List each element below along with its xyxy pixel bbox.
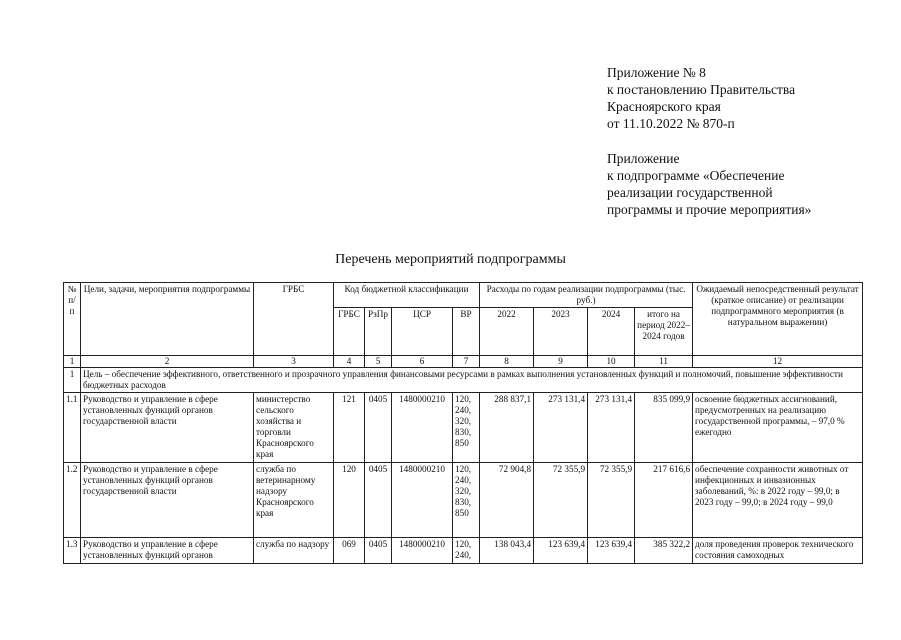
header-line: Приложение № 8 xyxy=(607,65,706,80)
row-rzpr: 0405 xyxy=(365,538,392,564)
column-number: 4 xyxy=(334,356,365,368)
row-2022: 72 904,8 xyxy=(480,463,534,538)
col-header-num: № п/п xyxy=(64,283,81,356)
row-total: 835 099,9 xyxy=(635,393,693,463)
row-number: 1.2 xyxy=(64,463,81,538)
header-line: Красноярского края xyxy=(607,99,721,114)
goal-row xyxy=(64,368,863,393)
sub-header-2022: 2022 xyxy=(480,308,534,356)
column-number: 6 xyxy=(392,356,453,368)
header-line: к постановлению Правительства xyxy=(607,82,796,97)
column-number: 11 xyxy=(635,356,693,368)
sub-header-vr: ВР xyxy=(453,308,480,356)
row-2024: 72 355,9 xyxy=(588,463,635,538)
row-csr: 1480000210 xyxy=(392,538,453,564)
row-2024: 123 639,4 xyxy=(588,538,635,564)
row-vr: 120, 240, 320, 830, 850 xyxy=(453,463,480,538)
row-csr: 1480000210 xyxy=(392,463,453,538)
header-row xyxy=(64,283,863,308)
header-line: программы и прочие мероприятия» xyxy=(607,202,812,217)
row-result: освоение бюджетных ассигнований, предусмотренных на реализацию государственной программы, – 97,0 % ежегодно xyxy=(693,393,863,463)
row-result: обеспечение сохранности животных от инфекционных и инвазионных заболеваний, %: в 2022 году – 99,0; в 2023 году – 99,0; в 2024 году – 99,0 xyxy=(693,463,863,538)
row-name: Руководство и управление в сфере установленных функций органов xyxy=(81,538,254,564)
row-2022: 138 043,4 xyxy=(480,538,534,564)
row-grbs-name: министерство сельского хозяйства и торговли Красноярского края xyxy=(254,393,334,463)
sub-header-grbs: ГРБС xyxy=(334,308,365,356)
row-grbs-name: служба по ветеринарному надзору Красноярского края xyxy=(254,463,334,538)
goal-number: 1 xyxy=(64,368,81,393)
sub-header-2023: 2023 xyxy=(534,308,588,356)
table-row xyxy=(64,463,863,538)
row-2023: 123 639,4 xyxy=(534,538,588,564)
sub-header-total: итого на период 2022–2024 годов xyxy=(635,308,693,356)
row-grbs: 121 xyxy=(334,393,365,463)
column-number: 12 xyxy=(693,356,863,368)
col-header-grbs: ГРБС xyxy=(254,283,334,356)
appendix-header xyxy=(607,64,795,132)
header-line: реализации государственной xyxy=(607,185,773,200)
col-header-code: Код бюджетной классификации xyxy=(334,283,480,308)
row-number: 1.1 xyxy=(64,393,81,463)
header-line: Приложение xyxy=(607,151,680,166)
row-rzpr: 0405 xyxy=(365,393,392,463)
measures-table xyxy=(63,282,863,564)
col-header-goals: Цели, задачи, мероприятия подпрограммы xyxy=(81,283,254,356)
row-total: 217 616,6 xyxy=(635,463,693,538)
sub-header-rzpr: РзПр xyxy=(365,308,392,356)
column-number: 8 xyxy=(480,356,534,368)
row-name: Руководство и управление в сфере установленных функций органов государственной власти xyxy=(81,463,254,538)
row-rzpr: 0405 xyxy=(365,463,392,538)
document-title: Перечень мероприятий подпрограммы xyxy=(335,252,566,267)
row-2023: 72 355,9 xyxy=(534,463,588,538)
header-line: от 11.10.2022 № 870-п xyxy=(607,116,735,131)
row-result: доля проведения проверок технического состояния самоходных xyxy=(693,538,863,564)
column-number: 7 xyxy=(453,356,480,368)
header-line: к подпрограмме «Обеспечение xyxy=(607,168,785,183)
row-grbs-name: служба по надзору xyxy=(254,538,334,564)
table-row xyxy=(64,393,863,463)
column-number-row xyxy=(64,356,863,368)
column-number: 3 xyxy=(254,356,334,368)
sub-header-2024: 2024 xyxy=(588,308,635,356)
row-number: 1.3 xyxy=(64,538,81,564)
column-number: 1 xyxy=(64,356,81,368)
table-row xyxy=(64,538,863,564)
row-2022: 288 837,1 xyxy=(480,393,534,463)
column-number: 2 xyxy=(81,356,254,368)
row-grbs: 069 xyxy=(334,538,365,564)
row-name: Руководство и управление в сфере установленных функций органов государственной власти xyxy=(81,393,254,463)
goal-text: Цель – обеспечение эффективного, ответственного и прозрачного управления финансовыми ресурсами в рамках выполнения установленных функций и полномочий, повышение эффективности бюджетных расходов xyxy=(81,368,863,393)
sub-header-csr: ЦСР xyxy=(392,308,453,356)
col-header-expenses: Расходы по годам реализации подпрограммы (тыс. руб.) xyxy=(480,283,693,308)
column-number: 5 xyxy=(365,356,392,368)
subprogram-header xyxy=(607,150,811,218)
row-csr: 1480000210 xyxy=(392,393,453,463)
row-2024: 273 131,4 xyxy=(588,393,635,463)
column-number: 10 xyxy=(588,356,635,368)
row-total: 385 322,2 xyxy=(635,538,693,564)
row-vr: 120, 240, 320, 830, 850 xyxy=(453,393,480,463)
row-vr: 120, 240, xyxy=(453,538,480,564)
column-number: 9 xyxy=(534,356,588,368)
col-header-result: Ожидаемый непосредственный результат (краткое описание) от реализации подпрограммного мероприятия (в натуральном выражении) xyxy=(693,283,863,356)
row-2023: 273 131,4 xyxy=(534,393,588,463)
row-grbs: 120 xyxy=(334,463,365,538)
